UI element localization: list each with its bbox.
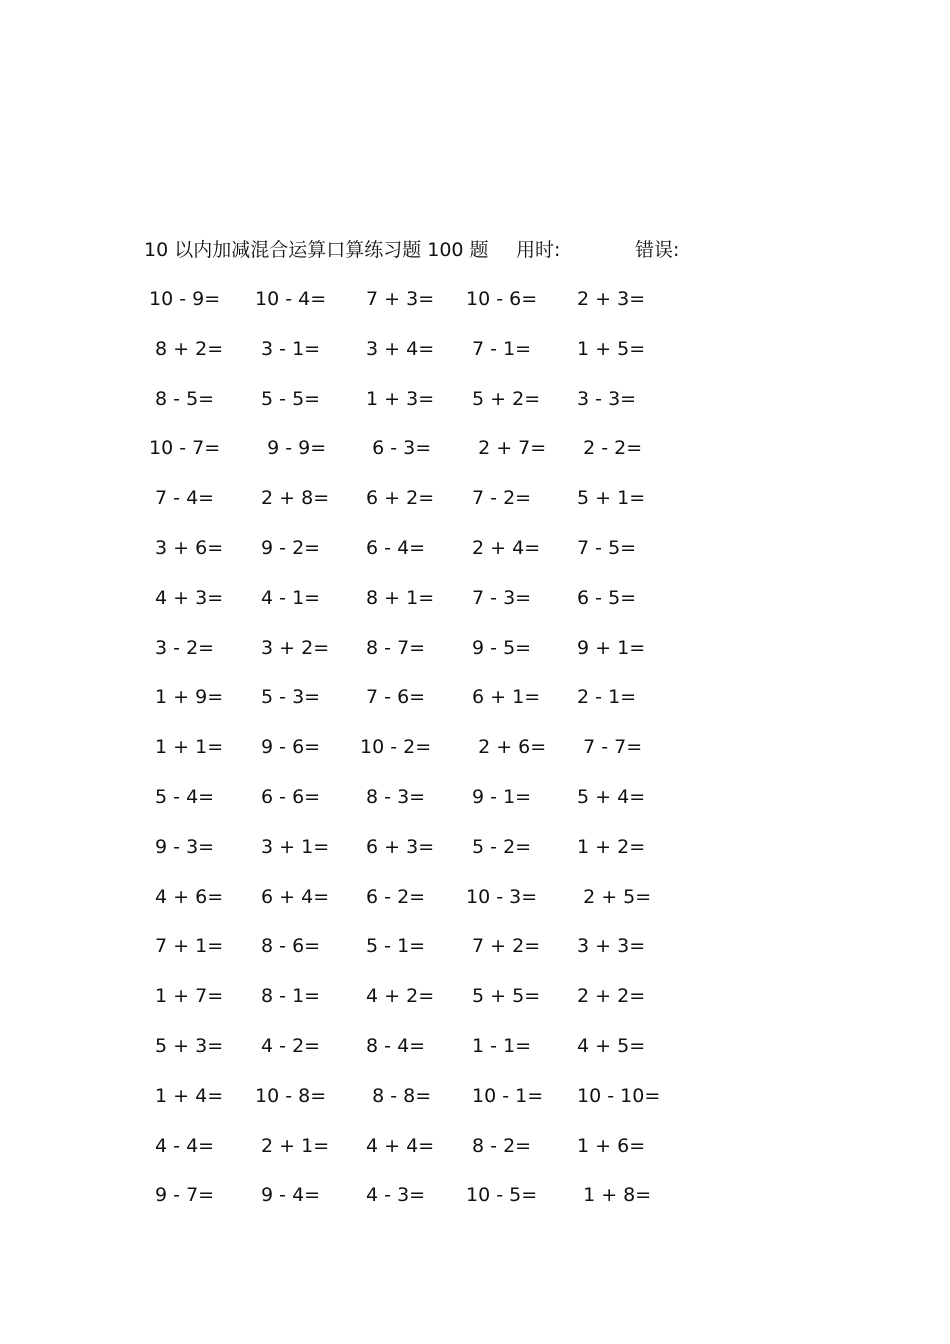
arithmetic-problem: 2 - 1= <box>571 686 637 709</box>
problem-row <box>149 733 689 783</box>
arithmetic-problem: 2 + 7= <box>466 437 547 460</box>
arithmetic-problem: 6 - 6= <box>255 785 321 808</box>
arithmetic-problem: 5 + 2= <box>466 387 541 410</box>
arithmetic-problem: 1 + 2= <box>571 835 646 858</box>
problem-row <box>149 932 689 982</box>
arithmetic-problem: 7 - 4= <box>149 487 215 510</box>
problem-row <box>149 285 689 335</box>
arithmetic-problem: 1 - 1= <box>466 1034 532 1057</box>
arithmetic-problem: 7 - 1= <box>466 337 532 360</box>
arithmetic-problem: 6 - 2= <box>360 885 426 908</box>
arithmetic-problem: 4 - 4= <box>149 1134 215 1157</box>
arithmetic-problem: 8 - 7= <box>360 636 426 659</box>
arithmetic-problem: 4 + 5= <box>571 1034 646 1057</box>
arithmetic-problem: 5 - 5= <box>255 387 321 410</box>
arithmetic-problem: 4 + 3= <box>149 586 224 609</box>
problem-row <box>149 434 689 484</box>
problem-row <box>149 1132 689 1182</box>
arithmetic-problem: 1 + 5= <box>571 337 646 360</box>
arithmetic-problem: 9 - 6= <box>255 736 321 759</box>
arithmetic-problem: 5 + 3= <box>149 1034 224 1057</box>
arithmetic-problem: 6 + 1= <box>466 686 541 709</box>
arithmetic-problem: 10 - 4= <box>255 288 327 310</box>
problem-row <box>149 385 689 435</box>
arithmetic-problem: 3 + 3= <box>571 935 646 958</box>
arithmetic-problem: 7 + 1= <box>149 935 224 958</box>
arithmetic-problem: 9 - 1= <box>466 785 532 808</box>
arithmetic-problem: 2 + 4= <box>466 536 541 559</box>
problem-row <box>149 534 689 584</box>
arithmetic-problem: 5 - 3= <box>255 686 321 709</box>
problem-row <box>149 683 689 733</box>
arithmetic-problem: 3 + 2= <box>255 636 330 659</box>
problem-row <box>149 982 689 1032</box>
arithmetic-problem: 2 + 2= <box>571 985 646 1008</box>
arithmetic-problem: 1 + 6= <box>571 1134 646 1157</box>
arithmetic-problem: 9 - 9= <box>255 437 327 460</box>
arithmetic-problem: 10 - 8= <box>255 1084 327 1107</box>
arithmetic-problem: 10 - 10= <box>571 1084 661 1107</box>
arithmetic-problem: 2 - 2= <box>571 437 643 460</box>
worksheet-title: 10 以内加减混合运算口算练习题 100 题 <box>144 239 489 261</box>
arithmetic-problem: 4 - 3= <box>360 1184 426 1207</box>
arithmetic-problem: 3 - 1= <box>255 337 321 360</box>
problem-row <box>149 584 689 634</box>
arithmetic-problem: 7 - 6= <box>360 686 426 709</box>
arithmetic-problem: 8 - 8= <box>360 1084 432 1107</box>
arithmetic-problem: 6 + 3= <box>360 835 435 858</box>
arithmetic-problem: 6 + 4= <box>255 885 330 908</box>
arithmetic-problem: 9 - 7= <box>149 1184 215 1207</box>
arithmetic-problem: 6 - 3= <box>360 437 432 460</box>
arithmetic-problem: 10 - 2= <box>360 736 432 759</box>
problem-row <box>149 1032 689 1082</box>
arithmetic-problem: 3 + 4= <box>360 337 435 360</box>
arithmetic-problem: 4 + 6= <box>149 885 224 908</box>
arithmetic-problem: 3 + 1= <box>255 835 330 858</box>
arithmetic-problem: 3 - 2= <box>149 636 215 659</box>
arithmetic-problem: 9 - 5= <box>466 636 532 659</box>
problem-row <box>149 1181 689 1231</box>
arithmetic-problem: 1 + 3= <box>360 387 435 410</box>
arithmetic-problem: 4 - 2= <box>255 1034 321 1057</box>
arithmetic-problem: 10 - 5= <box>466 1184 538 1207</box>
arithmetic-problem: 10 - 3= <box>466 885 538 908</box>
arithmetic-problem: 7 - 2= <box>466 487 532 510</box>
arithmetic-problem: 8 + 1= <box>360 586 435 609</box>
arithmetic-problem: 4 + 4= <box>360 1134 435 1157</box>
arithmetic-problem: 1 + 7= <box>149 985 224 1008</box>
arithmetic-problem: 3 - 3= <box>571 387 637 410</box>
arithmetic-problem: 9 + 1= <box>571 636 646 659</box>
arithmetic-problem: 10 - 6= <box>466 288 538 310</box>
arithmetic-problem: 4 - 1= <box>255 586 321 609</box>
arithmetic-problem: 4 + 2= <box>360 985 435 1008</box>
problem-row <box>149 783 689 833</box>
arithmetic-problem: 1 + 4= <box>149 1084 224 1107</box>
arithmetic-problem: 3 + 6= <box>149 536 224 559</box>
arithmetic-problem: 5 + 1= <box>571 487 646 510</box>
arithmetic-problem: 7 + 3= <box>360 288 435 310</box>
arithmetic-problem: 5 - 4= <box>149 785 215 808</box>
arithmetic-problem: 8 - 4= <box>360 1034 426 1057</box>
worksheet-header <box>144 236 704 264</box>
arithmetic-problem: 5 - 2= <box>466 835 532 858</box>
arithmetic-problem: 1 + 1= <box>149 736 224 759</box>
problem-row <box>149 1082 689 1132</box>
arithmetic-problem: 5 + 4= <box>571 785 646 808</box>
problem-row <box>149 634 689 684</box>
arithmetic-problem: 9 - 2= <box>255 536 321 559</box>
arithmetic-problem: 5 + 5= <box>466 985 541 1008</box>
arithmetic-problem: 8 - 3= <box>360 785 426 808</box>
arithmetic-problem: 8 - 1= <box>255 985 321 1008</box>
problem-row <box>149 484 689 534</box>
arithmetic-problem: 6 - 5= <box>571 586 637 609</box>
arithmetic-problem: 7 - 7= <box>571 736 643 759</box>
arithmetic-problem: 7 - 3= <box>466 586 532 609</box>
arithmetic-problem: 8 - 6= <box>255 935 321 958</box>
arithmetic-problem: 1 + 9= <box>149 686 224 709</box>
arithmetic-problem: 5 - 1= <box>360 935 426 958</box>
arithmetic-problem: 2 + 5= <box>571 885 652 908</box>
arithmetic-problem: 2 + 1= <box>255 1134 330 1157</box>
arithmetic-problem: 10 - 1= <box>466 1084 544 1107</box>
errors-label: 错误: <box>635 239 680 261</box>
arithmetic-problem: 10 - 7= <box>149 437 221 460</box>
arithmetic-problem: 8 - 2= <box>466 1134 532 1157</box>
arithmetic-problem: 2 + 8= <box>255 487 330 510</box>
arithmetic-problem: 2 + 6= <box>466 736 547 759</box>
arithmetic-problem: 8 - 5= <box>149 387 215 410</box>
arithmetic-problem: 6 - 4= <box>360 536 426 559</box>
arithmetic-problem: 1 + 8= <box>571 1184 652 1207</box>
arithmetic-problem: 9 - 4= <box>255 1184 321 1207</box>
arithmetic-problem: 7 + 2= <box>466 935 541 958</box>
problem-row <box>149 883 689 933</box>
arithmetic-problem: 6 + 2= <box>360 487 435 510</box>
problem-row <box>149 833 689 883</box>
arithmetic-problem: 10 - 9= <box>149 288 221 310</box>
arithmetic-problem: 7 - 5= <box>571 536 637 559</box>
problem-row <box>149 335 689 385</box>
arithmetic-problem: 2 + 3= <box>571 288 646 310</box>
time-used-label: 用时: <box>516 239 561 261</box>
arithmetic-problem: 8 + 2= <box>149 337 224 360</box>
problem-grid <box>149 285 689 1231</box>
arithmetic-problem: 9 - 3= <box>149 835 215 858</box>
